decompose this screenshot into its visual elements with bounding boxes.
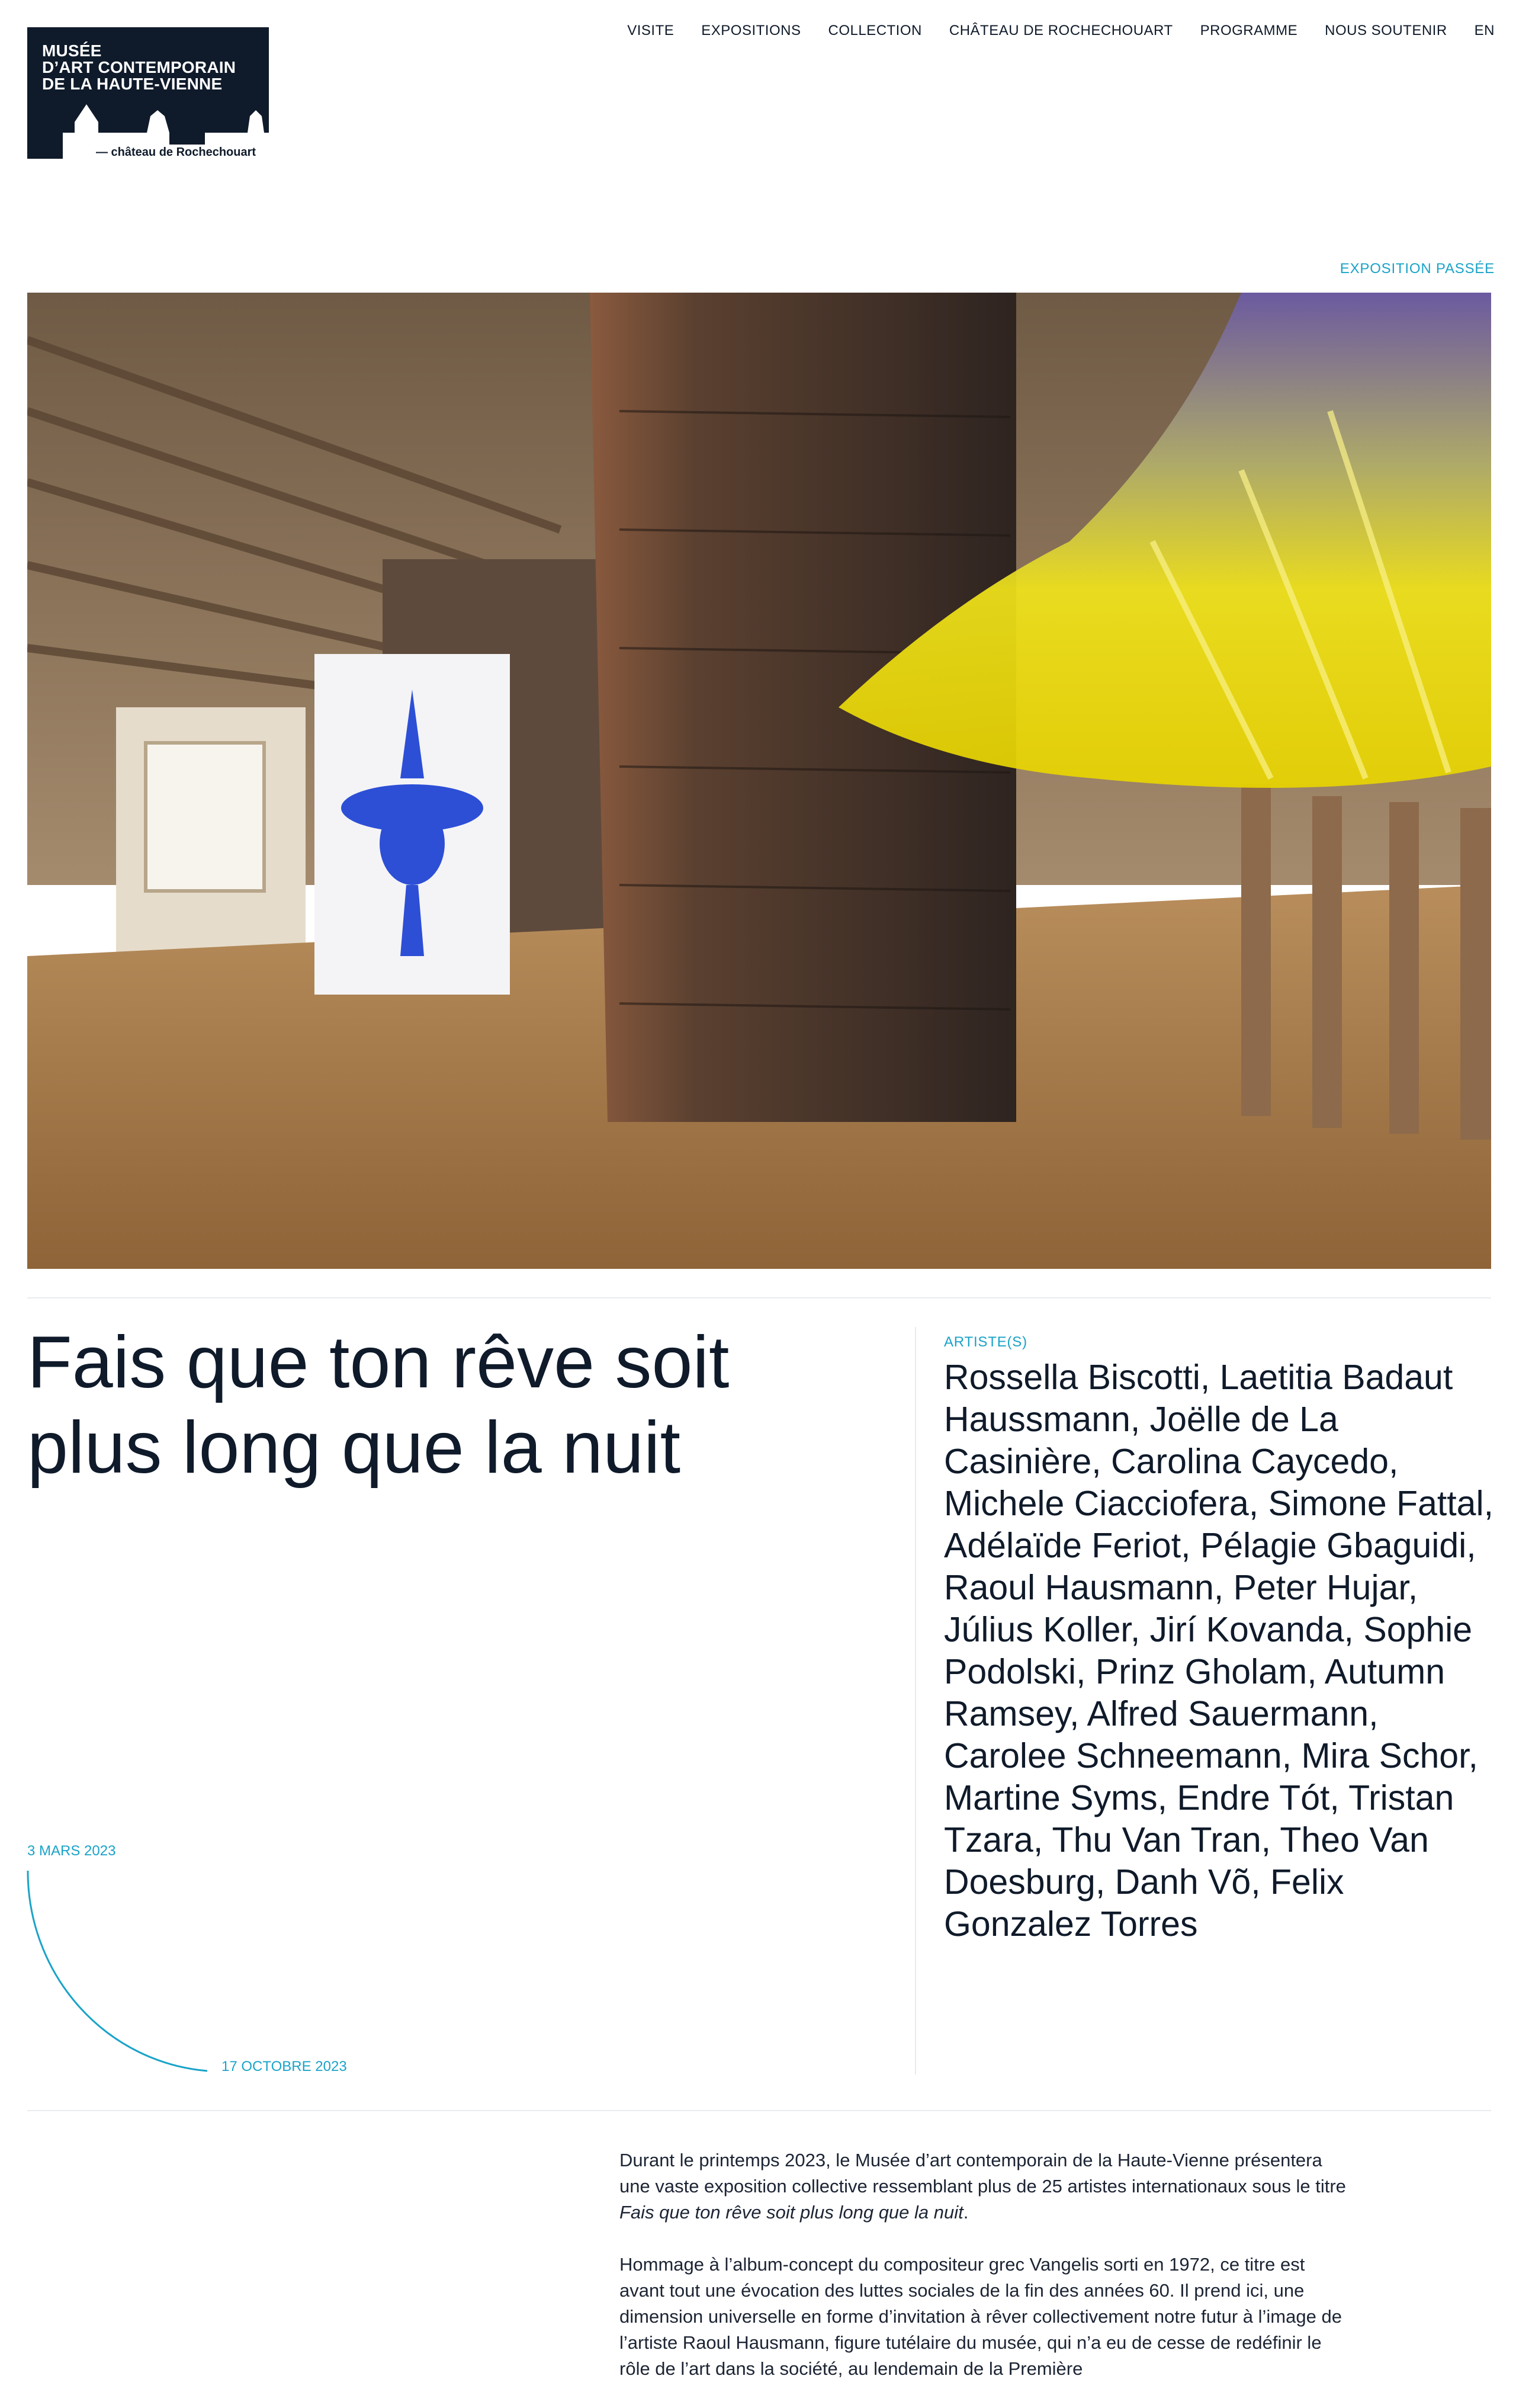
- hero-image: [27, 293, 1491, 1269]
- nav-collection[interactable]: COLLECTION: [828, 23, 922, 39]
- artists-label: ARTISTE(S): [944, 1334, 1027, 1350]
- column-divider: [915, 1327, 916, 2074]
- exhibition-description: [619, 2147, 1348, 2408]
- date-arc: [26, 1871, 227, 2072]
- logo-subtitle: — château de Rochechouart: [92, 145, 259, 161]
- artists-list: Rossella Biscotti, Laetitia Badaut Haussmann, Joëlle de La Casinière, Carolina Caycedo, Michele Ciacciofera, Simone Fattal, Adélaïde Feriot, Pélagie Gbaguidi, Raoul Hausmann, Peter Hujar, Július Koller, Jirí Kovanda, Sophie Podolski, Prinz Gholam, Autumn Ramsey, Alfred Sauermann, Carolee Schneemann, Mira Schor, Martine Syms, Endre Tót, Tristan Tzara, Thu Van Tran, Theo Van Doesburg, Danh Võ, Felix Gonzalez Torres: [944, 1358, 1493, 1944]
- page-title: Fais que ton rêve soit plus long que la nuit: [27, 1322, 730, 1489]
- description-paragraph-1: Durant le printemps 2023, le Musée d’art contemporain de la Haute-Vienne présentera une vaste exposition collective ressemblant plus de 25 artistes internationaux sous le titre Fais que ton rêve soit plus long que la nuit.: [619, 2150, 1346, 2223]
- nav-nous-soutenir[interactable]: NOUS SOUTENIR: [1325, 23, 1447, 39]
- section-divider-top: [27, 1297, 1491, 1298]
- description-paragraph-2: Hommage à l’album-concept du compositeur grec Vangelis sorti en 1972, ce titre est avant tout une évocation des luttes sociales de la fin des années 60. Il prend ici, une dimension universelle en forme d’invitation à rêver collectivement notre futur à l’image de l’artiste Raoul Hausmann, figure tutélaire du musée, qui n’a eu de cesse de redéfinir le rôle de l’art dans la société, au lendemain de la Première: [619, 2254, 1342, 2379]
- logo-line-3: DE LA HAUTE-VIENNE: [42, 75, 223, 93]
- nav-programme[interactable]: PROGRAMME: [1200, 23, 1298, 39]
- date-start: 3 MARS 2023: [27, 1843, 116, 1859]
- status-badge: EXPOSITION PASSÉE: [1340, 261, 1495, 277]
- logo-line-1: MUSÉE: [42, 41, 102, 60]
- main-nav: [627, 23, 1495, 39]
- nav-visite[interactable]: VISITE: [627, 23, 675, 39]
- nav-language-en[interactable]: EN: [1474, 23, 1495, 39]
- date-end: 17 OCTOBRE 2023: [221, 2058, 347, 2074]
- section-divider-bottom: [27, 2110, 1491, 2111]
- exhibition-photo: [27, 293, 1491, 1269]
- museum-logo[interactable]: [27, 27, 269, 159]
- nav-expositions[interactable]: EXPOSITIONS: [701, 23, 801, 39]
- nav-chateau[interactable]: CHÂTEAU DE ROCHECHOUART: [949, 23, 1173, 39]
- logo-line-2: D’ART CONTEMPORAIN: [42, 58, 236, 76]
